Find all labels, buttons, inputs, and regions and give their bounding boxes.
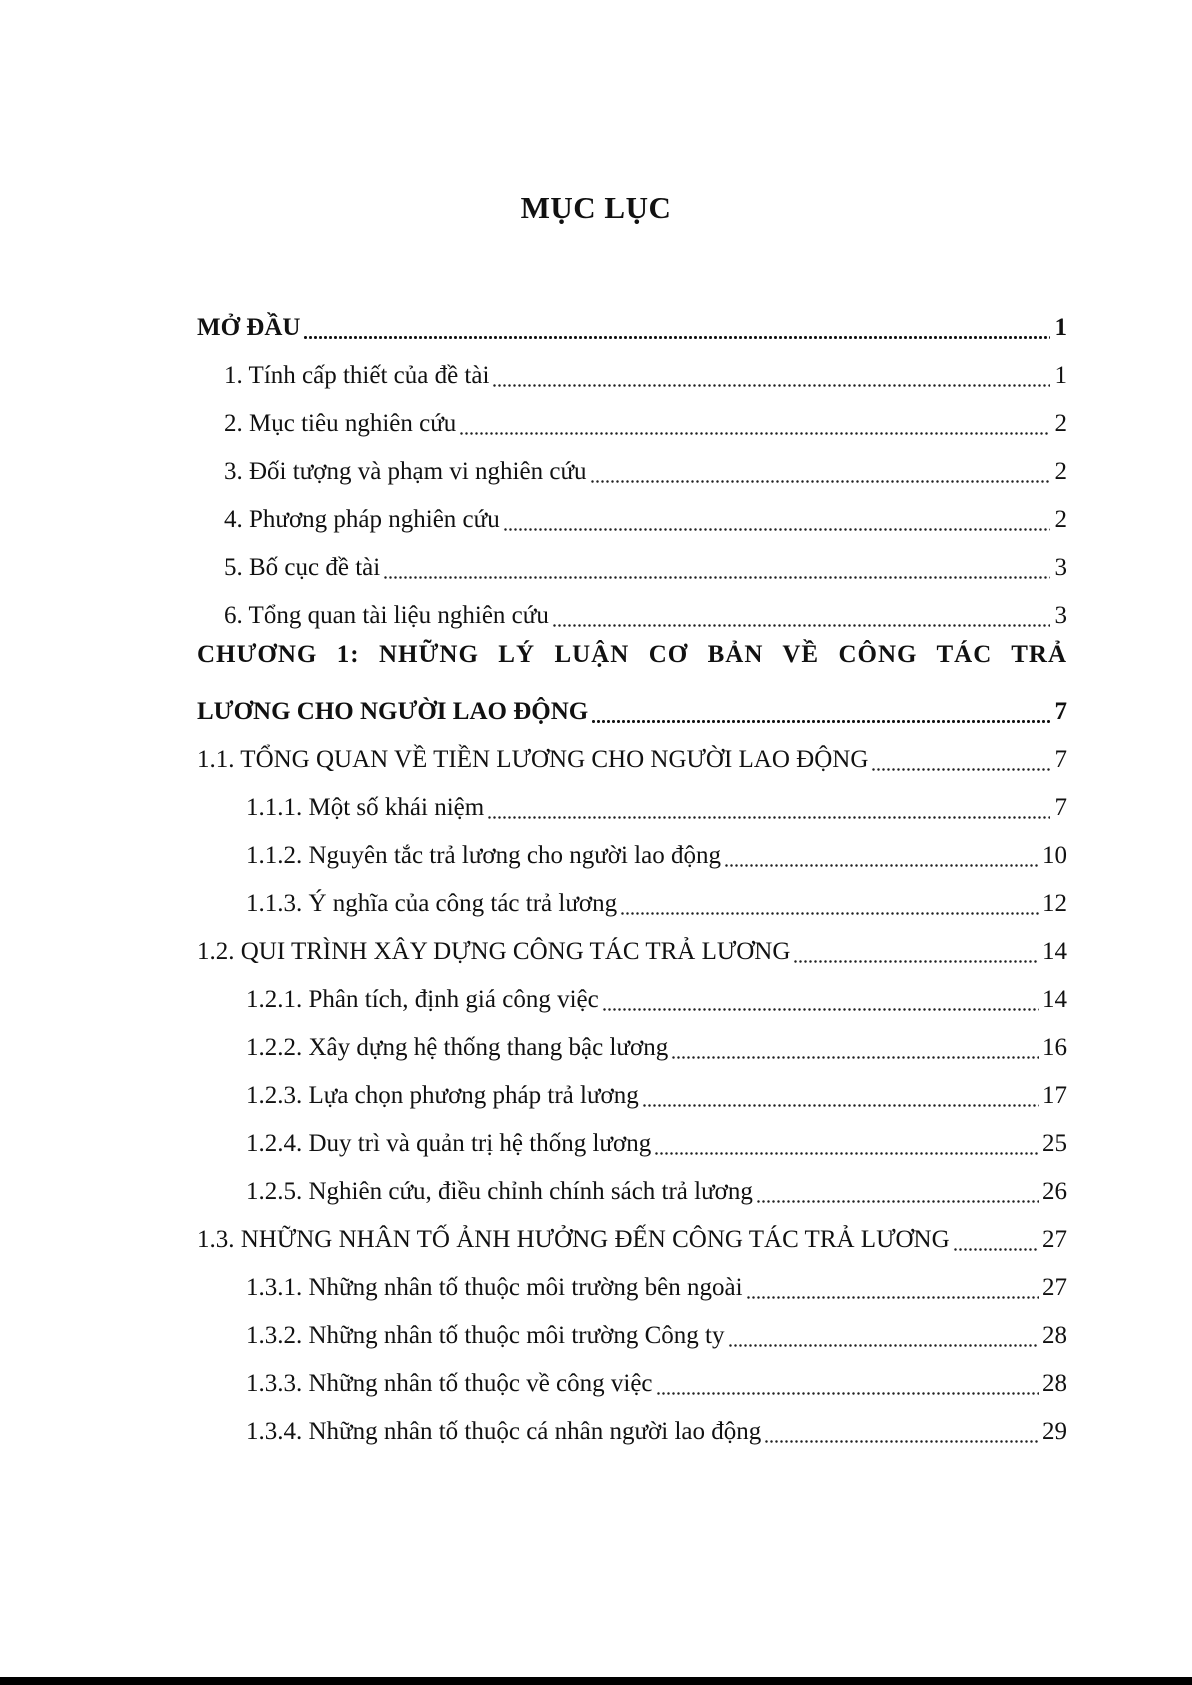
toc-page-number: 7 [1054,698,1067,725]
bottom-edge-bar [0,1677,1192,1685]
toc-entry-text: 5. Bố cục đề tài [224,554,381,581]
toc-entry-section[interactable] [197,919,1067,967]
toc-page-number: 26 [1042,1178,1067,1205]
toc-entry-chapter-1[interactable] [197,631,1067,727]
toc-page-number: 28 [1042,1370,1067,1397]
toc-page-number: 2 [1054,458,1067,485]
toc-entry-text: 1.2.1. Phân tích, định giá công việc [246,986,599,1013]
toc-page-number: 3 [1054,554,1067,581]
toc-entry-text: 1.1.2. Nguyên tắc trả lương cho người lao động [246,842,721,869]
dot-leader [871,745,1050,775]
dot-leader [591,697,1050,727]
toc-entry[interactable] [197,1255,1067,1303]
toc-entry-text: 1.2.3. Lựa chọn phương pháp trả lương [246,1082,639,1109]
toc-page-number: 16 [1042,1034,1067,1061]
dot-leader [953,1225,1039,1255]
toc-entry[interactable] [197,391,1067,439]
toc-entry-section[interactable] [197,727,1067,775]
toc-entry[interactable] [197,343,1067,391]
dot-leader [793,937,1039,967]
chapter-title-line-1: CHƯƠNG 1: NHỮNG LÝ LUẬN CƠ BẢN VỀ CÔNG TÁC TRẢ [197,641,1067,668]
toc-entry[interactable] [197,487,1067,535]
toc-page-number: 28 [1042,1322,1067,1349]
toc-page-number: 10 [1042,842,1067,869]
toc-page-number: 3 [1054,602,1067,629]
toc-page-number: 7 [1054,794,1067,821]
toc-entry[interactable] [197,1159,1067,1207]
dot-leader [383,553,1050,583]
toc-entry-text: 6. Tổng quan tài liệu nghiên cứu [224,602,549,629]
toc-entry-text: 1.2.2. Xây dựng hệ thống thang bậc lương [246,1034,669,1061]
page-title: MỤC LỤC [520,190,672,225]
toc-entry[interactable] [197,871,1067,919]
toc-entry-text: 1.1.3. Ý nghĩa của công tác trả lương [246,890,618,917]
dot-leader [459,409,1050,439]
toc-entry[interactable] [197,1351,1067,1399]
toc-page-number: 12 [1042,890,1067,917]
toc-entry-text: 1.3.3. Những nhân tố thuộc về công việc [246,1370,653,1397]
toc-entry[interactable] [197,1303,1067,1351]
toc-entry-text: 3. Đối tượng và phạm vi nghiên cứu [224,458,587,485]
toc-entry-text: 4. Phương pháp nghiên cứu [224,506,500,533]
dot-leader [492,361,1050,391]
toc-entry-text: 1.1. TỔNG QUAN VỀ TIỀN LƯƠNG CHO NGƯỜI LAO ĐỘNG [197,746,869,773]
toc-entry-text: 1. Tính cấp thiết của đề tài [224,362,490,389]
dot-leader [503,505,1050,535]
toc-entry[interactable] [197,535,1067,583]
toc-page-number: 14 [1042,938,1067,965]
dot-leader [724,841,1039,871]
toc-entry-text: 2. Mục tiêu nghiên cứu [224,410,457,437]
toc-entry[interactable] [197,1399,1067,1447]
toc-page-number: 29 [1042,1418,1067,1445]
toc-entry[interactable] [197,1063,1067,1111]
toc-entry-text: 1.2.5. Nghiên cứu, điều chỉnh chính sách trả lương [246,1178,753,1205]
dot-leader [746,1273,1039,1303]
toc-entry-text: 1.3.1. Những nhân tố thuộc môi trường bên ngoài [246,1274,743,1301]
toc-page-number: 27 [1042,1274,1067,1301]
toc-entry-text: 1.3. NHỮNG NHÂN TỐ ẢNH HƯỞNG ĐẾN CÔNG TÁC TRẢ LƯƠNG [197,1226,950,1253]
dot-leader [590,457,1051,487]
dot-leader [656,1369,1039,1399]
toc-page-number: 27 [1042,1226,1067,1253]
toc-entry[interactable] [197,439,1067,487]
toc-entry-text: 1.2.4. Duy trì và quản trị hệ thống lương [246,1130,652,1157]
toc-entry-text: LƯƠNG CHO NGƯỜI LAO ĐỘNG [197,698,589,725]
dot-leader [728,1321,1040,1351]
toc-page-number: 25 [1042,1130,1067,1157]
dot-leader [642,1081,1039,1111]
toc-page-number: 2 [1054,410,1067,437]
dot-leader [764,1417,1039,1447]
dot-leader [654,1129,1039,1159]
toc-entry[interactable] [197,583,1067,631]
toc-page-number: 1 [1054,314,1067,341]
toc-page-number: 1 [1054,362,1067,389]
toc-entry-section[interactable] [197,1207,1067,1255]
toc-entry[interactable] [197,1015,1067,1063]
toc-page-number: 2 [1054,506,1067,533]
dot-leader [756,1177,1039,1207]
toc-page-number: 17 [1042,1082,1067,1109]
dot-leader [602,985,1039,1015]
table-of-contents [197,295,1067,1447]
chapter-title-line-2 [197,679,1067,727]
toc-page-number: 7 [1054,746,1067,773]
toc-entry[interactable] [197,823,1067,871]
dot-leader [620,889,1039,919]
toc-entry-text: 1.3.4. Những nhân tố thuộc cá nhân người lao động [246,1418,762,1445]
toc-entry-text: MỞ ĐẦU [197,314,301,341]
toc-entry-text: 1.3.2. Những nhân tố thuộc môi trường Công ty [246,1322,725,1349]
toc-entry-text: 1.2. QUI TRÌNH XÂY DỰNG CÔNG TÁC TRẢ LƯƠNG [197,938,791,965]
dot-leader [671,1033,1039,1063]
toc-entry[interactable] [197,775,1067,823]
dot-leader [552,601,1050,631]
dot-leader [303,313,1050,343]
dot-leader [487,793,1050,823]
toc-page-number: 14 [1042,986,1067,1013]
toc-entry[interactable] [197,967,1067,1015]
toc-entry-intro[interactable] [197,295,1067,343]
toc-entry[interactable] [197,1111,1067,1159]
toc-entry-text: 1.1.1. Một số khái niệm [246,794,485,821]
